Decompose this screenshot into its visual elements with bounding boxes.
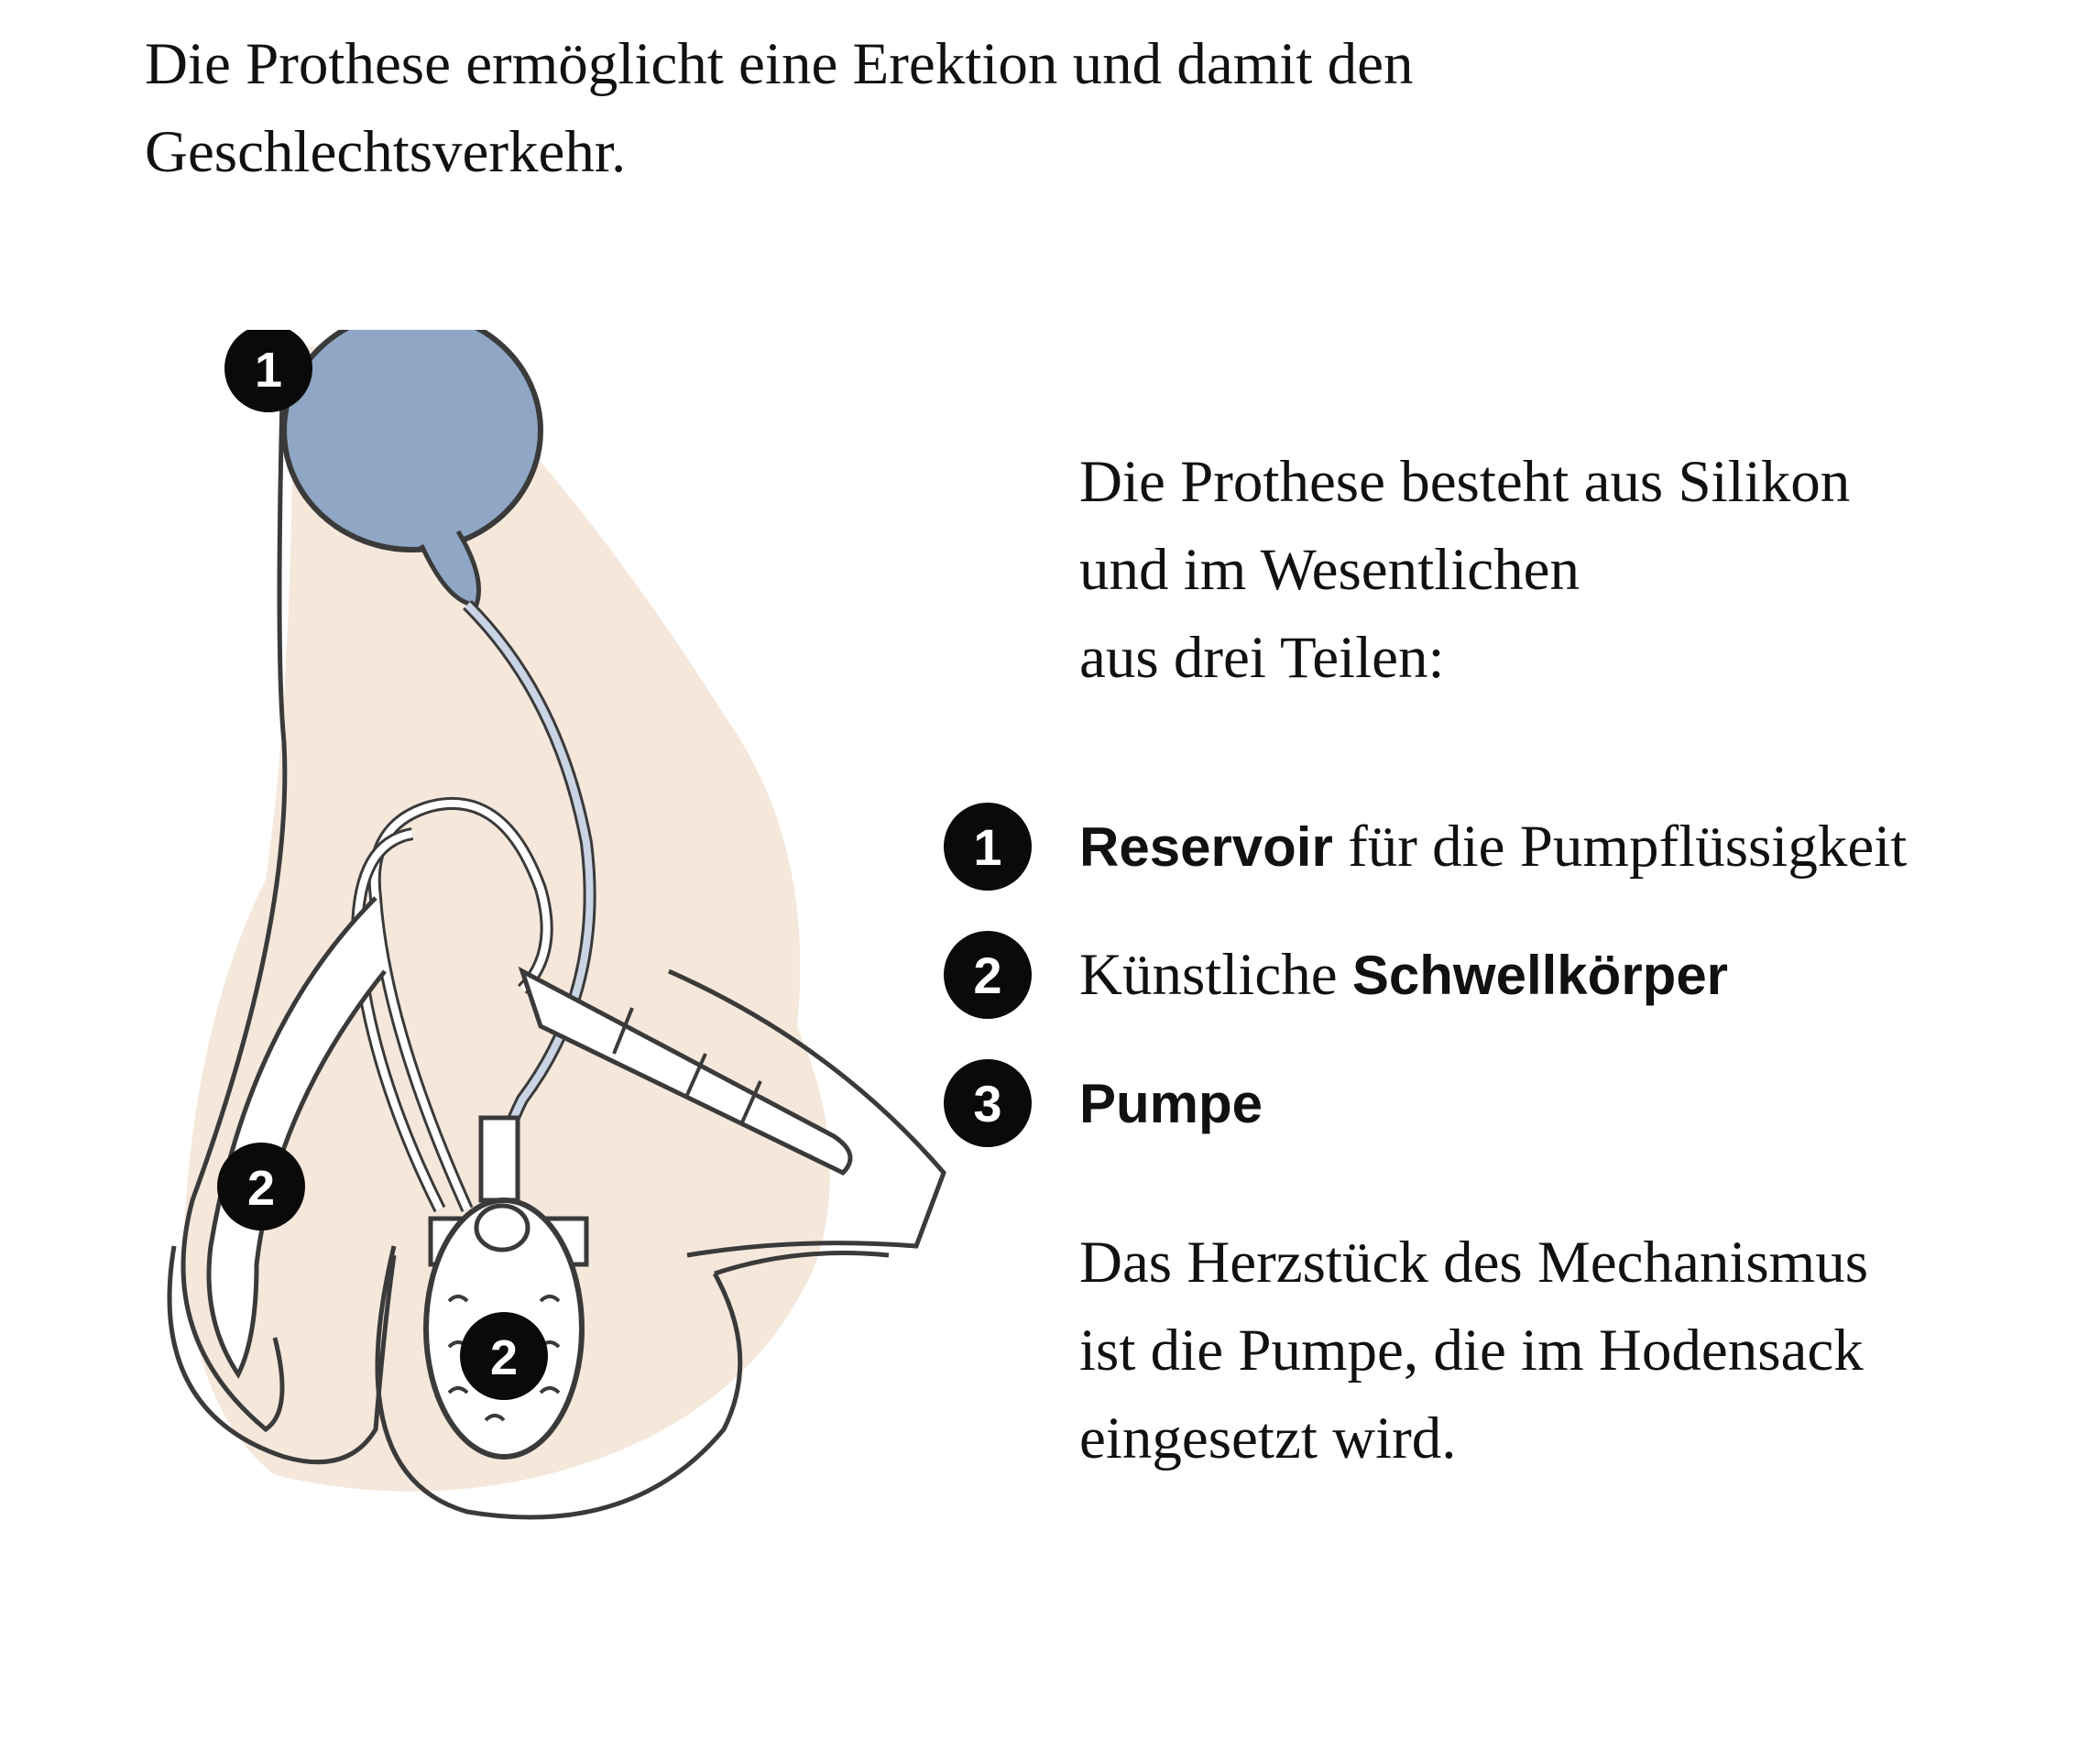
legend-item-pumpe bbox=[944, 1039, 2080, 1167]
pump-valve bbox=[476, 1206, 528, 1250]
description-line-1: Die Prothese besteht aus Silikon bbox=[1079, 449, 1851, 515]
intro-text bbox=[145, 20, 1794, 196]
legend-bold-pumpe: Pumpe bbox=[1079, 1072, 1263, 1134]
legend-bold-reservoir: Reservoir bbox=[1079, 815, 1333, 878]
description-line-3: aus drei Teilen: bbox=[1079, 625, 1445, 691]
legend-text-reservoir bbox=[1079, 813, 1907, 881]
legend-plain-schwellkoerper: Künstliche bbox=[1079, 941, 1352, 1008]
prosthesis-illustration bbox=[156, 330, 980, 1539]
legend-item-reservoir bbox=[944, 782, 2080, 911]
legend-number-2: 2 bbox=[944, 931, 1032, 1019]
outro-text bbox=[1079, 1219, 2069, 1482]
legend-bold-schwellkoerper: Schwellkörper bbox=[1351, 944, 1729, 1006]
badge-cylinder-thigh-number: 2 bbox=[246, 1161, 276, 1216]
description-line-2: und im Wesentlichen bbox=[1079, 537, 1580, 603]
badge-cylinder-thigh bbox=[217, 1143, 305, 1230]
legend-number-3: 3 bbox=[944, 1059, 1032, 1147]
intro-line-1: Die Prothese ermöglicht eine Erektion und damit den bbox=[145, 31, 1414, 97]
legend-plain-reservoir: für die Pumpflüssigkeit bbox=[1332, 813, 1908, 880]
legend-text-schwellkoerper bbox=[1079, 941, 1728, 1010]
badge-pump-number: 2 bbox=[489, 1330, 519, 1385]
description-text bbox=[1079, 438, 2069, 702]
badge-pump bbox=[460, 1312, 548, 1400]
outro-line-1: Das Herzstück des Mechanismus bbox=[1079, 1230, 1869, 1296]
pump-connector bbox=[481, 1118, 518, 1200]
outro-line-2: ist die Pumpe, die im Hodensack bbox=[1079, 1318, 1864, 1384]
legend-text-pumpe bbox=[1079, 1069, 1263, 1138]
parts-legend bbox=[944, 782, 2080, 1167]
legend-item-schwellkoerper bbox=[944, 911, 2080, 1039]
reservoir-shape bbox=[284, 330, 541, 550]
outro-line-3: eingesetzt wird. bbox=[1079, 1405, 1457, 1471]
intro-line-2: Geschlechtsverkehr. bbox=[145, 119, 627, 185]
prosthesis-drawing bbox=[156, 330, 980, 1539]
legend-number-1: 1 bbox=[944, 803, 1032, 891]
badge-reservoir-number: 1 bbox=[254, 343, 283, 398]
